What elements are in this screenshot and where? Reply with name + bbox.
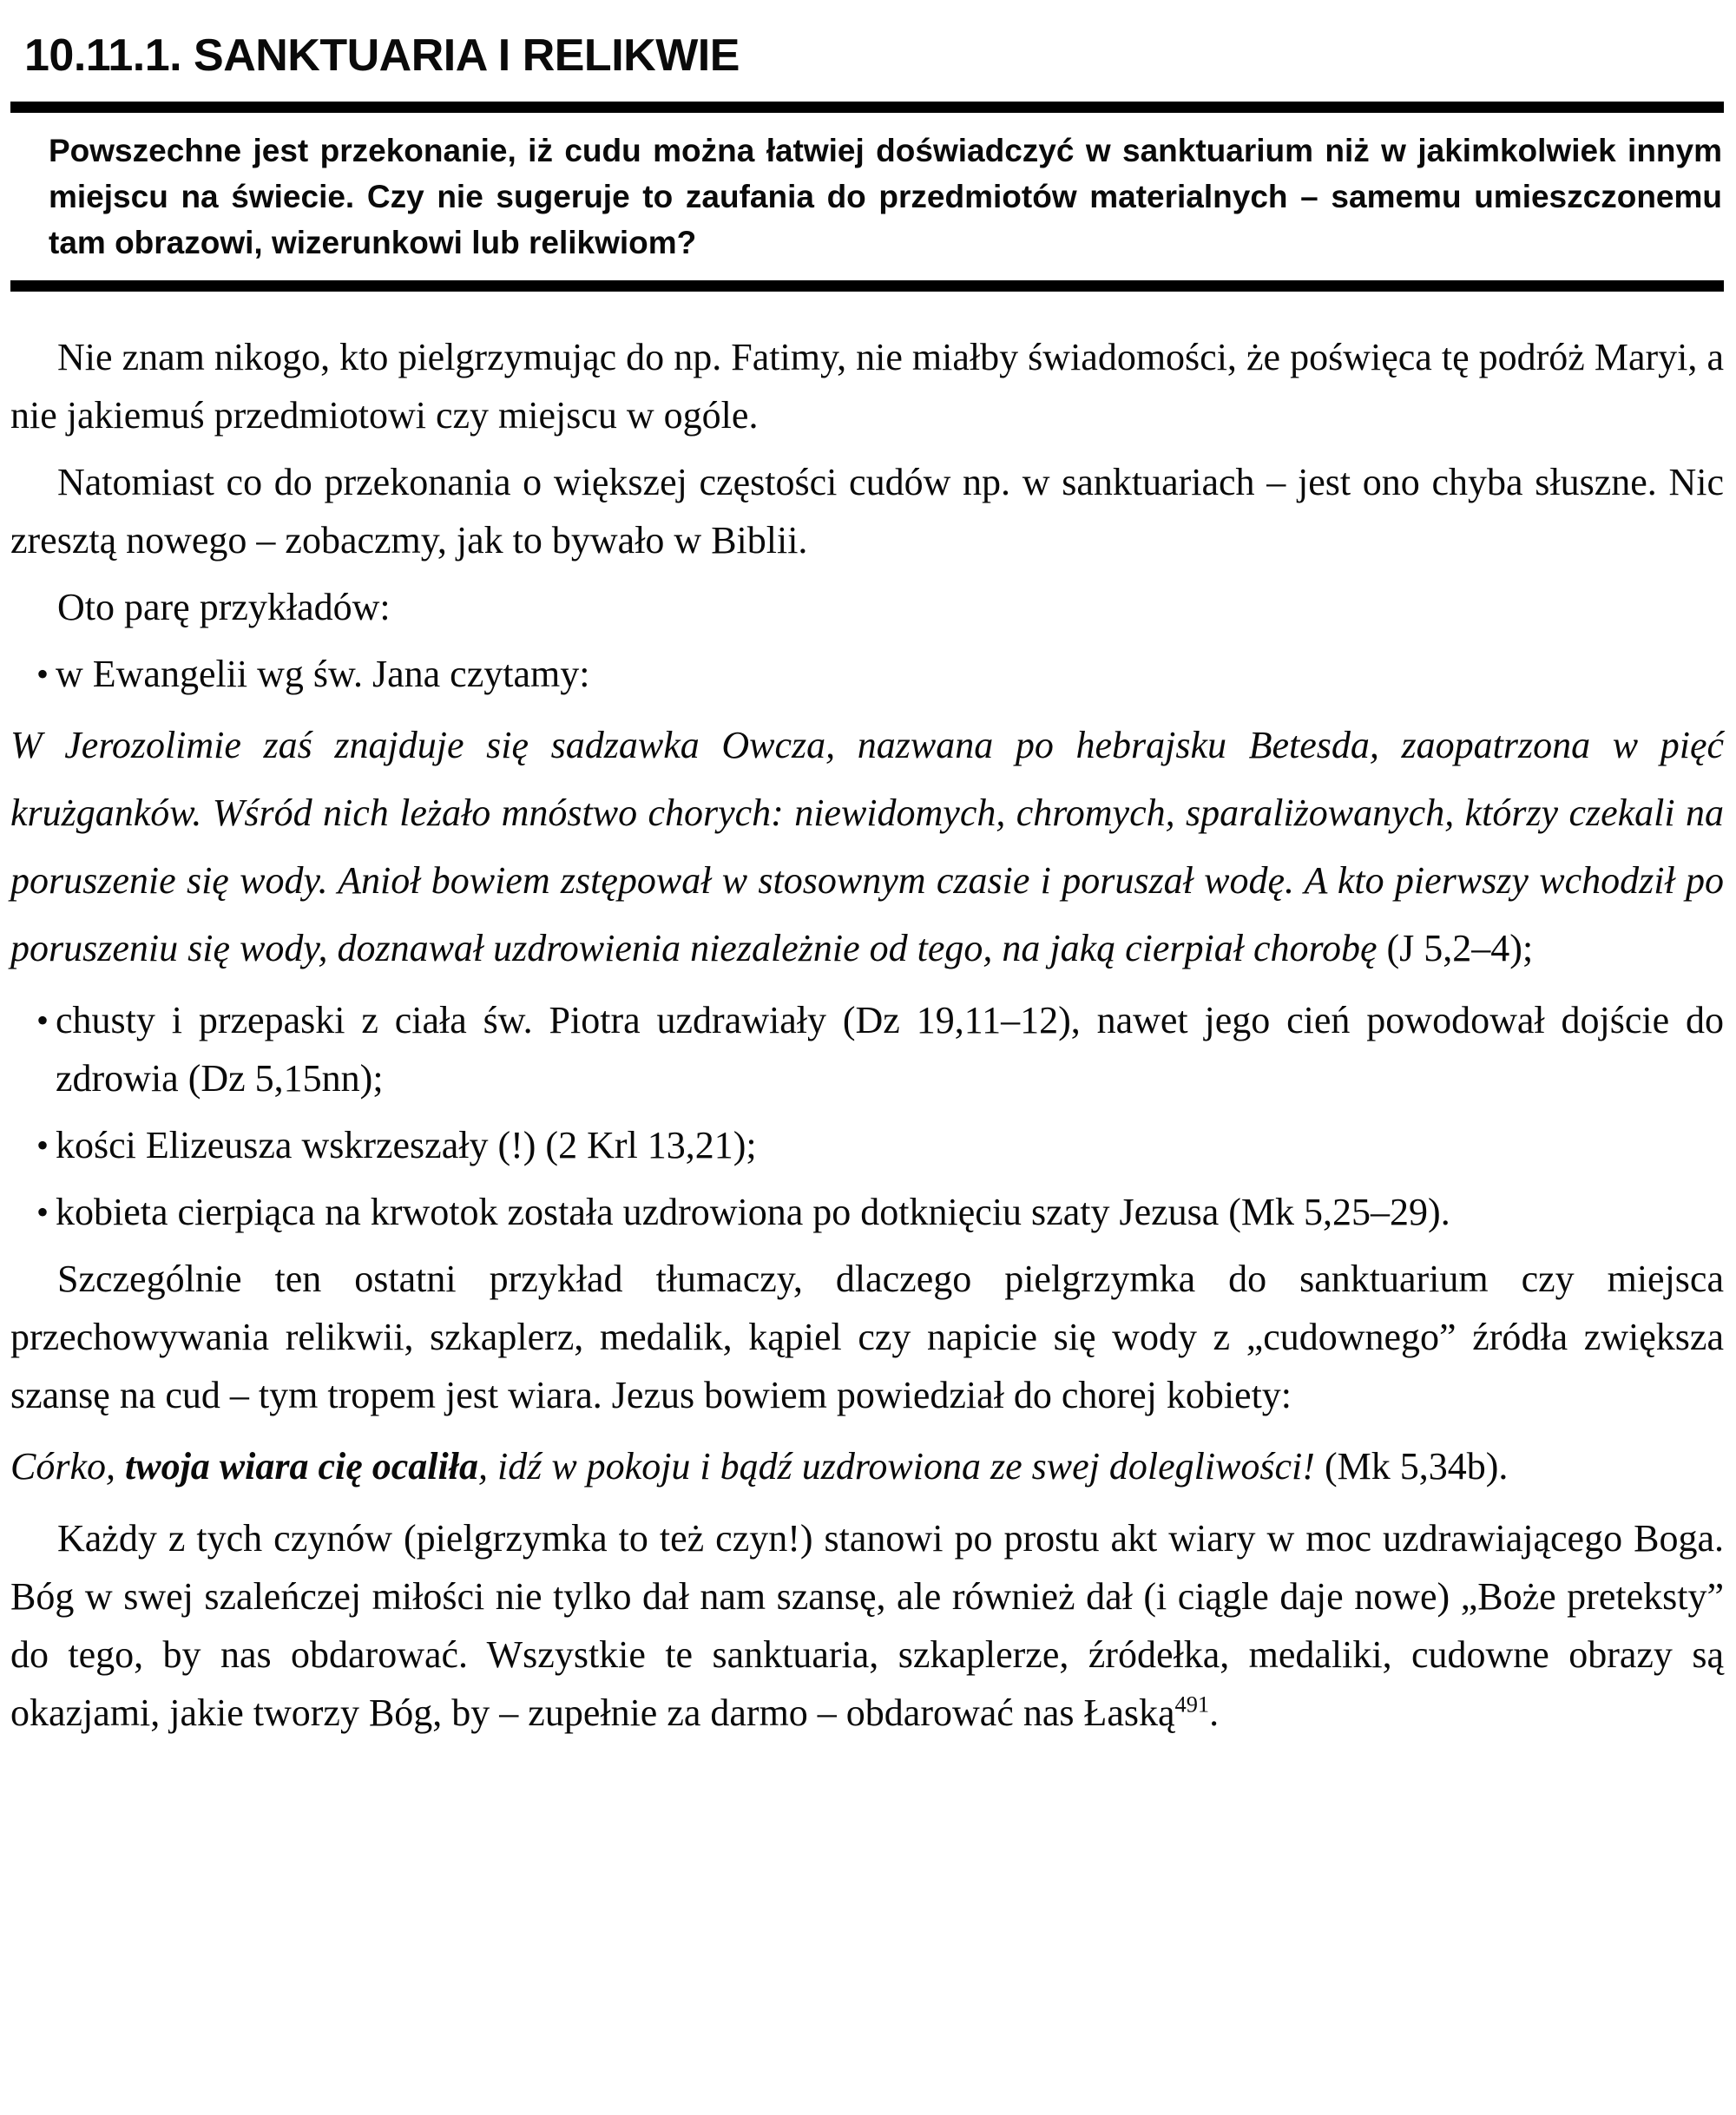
list-item-hemorrhage-woman [10,1183,1724,1241]
bullet-marker: • [36,1126,49,1166]
scripture-quote-mark-emphasis: twoja wiara cię ocaliła [125,1445,478,1488]
paragraph-examples-lead: Oto parę przykładów: [57,586,391,629]
list-item-peter-text: chusty i przepaski z ciała św. Piotra uzdrawiały (Dz 19,11–12), nawet jego cień powodował dojście do zdrowia (Dz 5,15nn); [56,999,1724,1100]
list-item-gospel-john-lead: w Ewangelii wg św. Jana czytamy: [56,653,590,696]
intro-callout: Powszechne jest przekonanie, iż cudu można łatwiej doświadczyć w sanktuarium niż w jakimkolwiek innym miejscu na świecie. Czy nie sugeruje to zaufania do przedmiotów materialnych – samemu umieszczonemu tam obrazowi, wizerunkowi lub relikwiom? [49,133,1722,261]
bullet-marker: • [36,1001,49,1041]
list-item-hemorrhage-woman-text: kobieta cierpiąca na krwotok została uzdrowiona po dotknięciu szaty Jezusa (Mk 5,25–29). [56,1191,1450,1234]
list-item-gospel-john [10,645,1724,703]
divider-rule-top [10,102,1724,113]
section-heading: 10.11.1. SANKTUARIA I RELIKWIE [24,30,740,81]
paragraph-fatima: Nie znam nikogo, kto pielgrzymując do np. Fatimy, nie miałby świadomości, że poświęca tę podróż Maryi, a nie jakiemuś przedmiotowi czy miejscu w ogóle. [10,336,1724,437]
paragraph-closing [10,1509,1724,1742]
paragraph-szczegolnie: Szczególnie ten ostatni przykład tłumaczy, dlaczego pielgrzymka do sanktuarium czy miejsca przechowywania relikwii, szkaplerz, medalik, kąpiel czy napicie się wody z „cudownego” źródła zwiększa szansę na cud – tym tropem jest wiara. Jezus bowiem powiedział do chorej kobiety: [10,1258,1724,1417]
footnote-reference: 491 [1174,1691,1210,1718]
body-text [10,328,1724,1742]
list-item-elisha [10,1116,1724,1174]
scripture-reference-mark: (Mk 5,34b). [1324,1445,1509,1488]
scripture-quote-mark-post: , idź w pokoju i bądź uzdrowiona ze swej dolegliwości! [477,1445,1325,1488]
scripture-quote-john [10,712,1724,982]
paragraph-closing-text: Każdy z tych czynów (pielgrzymka to też czyn!) stanowi po prostu akt wiary w moc uzdrawiającego Boga. Bóg w swej szaleńczej miłości nie tylko dał nam szansę, ale również dał (i ciągle daje nowe) „Boże preteksty” do tego, by nas obdarować. Wszystkie te sanktuaria, szkaplerze, źródełka, medaliki, cudowne obrazy są okazjami, jakie tworzy Bóg, by – zupełnie za darmo – obdarować nas Łaską [10,1517,1724,1735]
scripture-quote-john-text: W Jerozolimie zaś znajduje się sadzawka Owcza, nazwana po hebrajsku Betesda, zaopatrzona w pięć krużganków. Wśród nich leżało mnóstwo chorych: niewidomych, chromych, sparaliżowanych, którzy czekali na poruszenie się wody. Anioł bowiem zstępował w stosownym czasie i poruszał wodę. A kto pierwszy wchodził po poruszeniu się wody, doznawał uzdrowienia niezależnie od tego, na jaką cierpiał chorobę [10,724,1724,970]
list-item-elisha-text: kości Elizeusza wskrzeszały (!) (2 Krl 13,21); [56,1124,757,1167]
bullet-marker: • [36,1192,49,1232]
scripture-quote-mark-pre: Córko, [10,1445,125,1488]
scripture-quote-mark [10,1433,1724,1501]
list-item-peter [10,991,1724,1107]
paragraph-closing-period: . [1209,1691,1220,1735]
paragraph-natomiast: Natomiast co do przekonania o większej częstości cudów np. w sanktuariach – jest ono chyba słuszne. Nic zresztą nowego – zobaczmy, jak to bywało w Biblii. [10,461,1724,562]
scripture-reference-john: (J 5,2–4); [1377,927,1534,970]
divider-rule-bottom [10,280,1724,292]
bullet-marker: • [36,654,49,694]
